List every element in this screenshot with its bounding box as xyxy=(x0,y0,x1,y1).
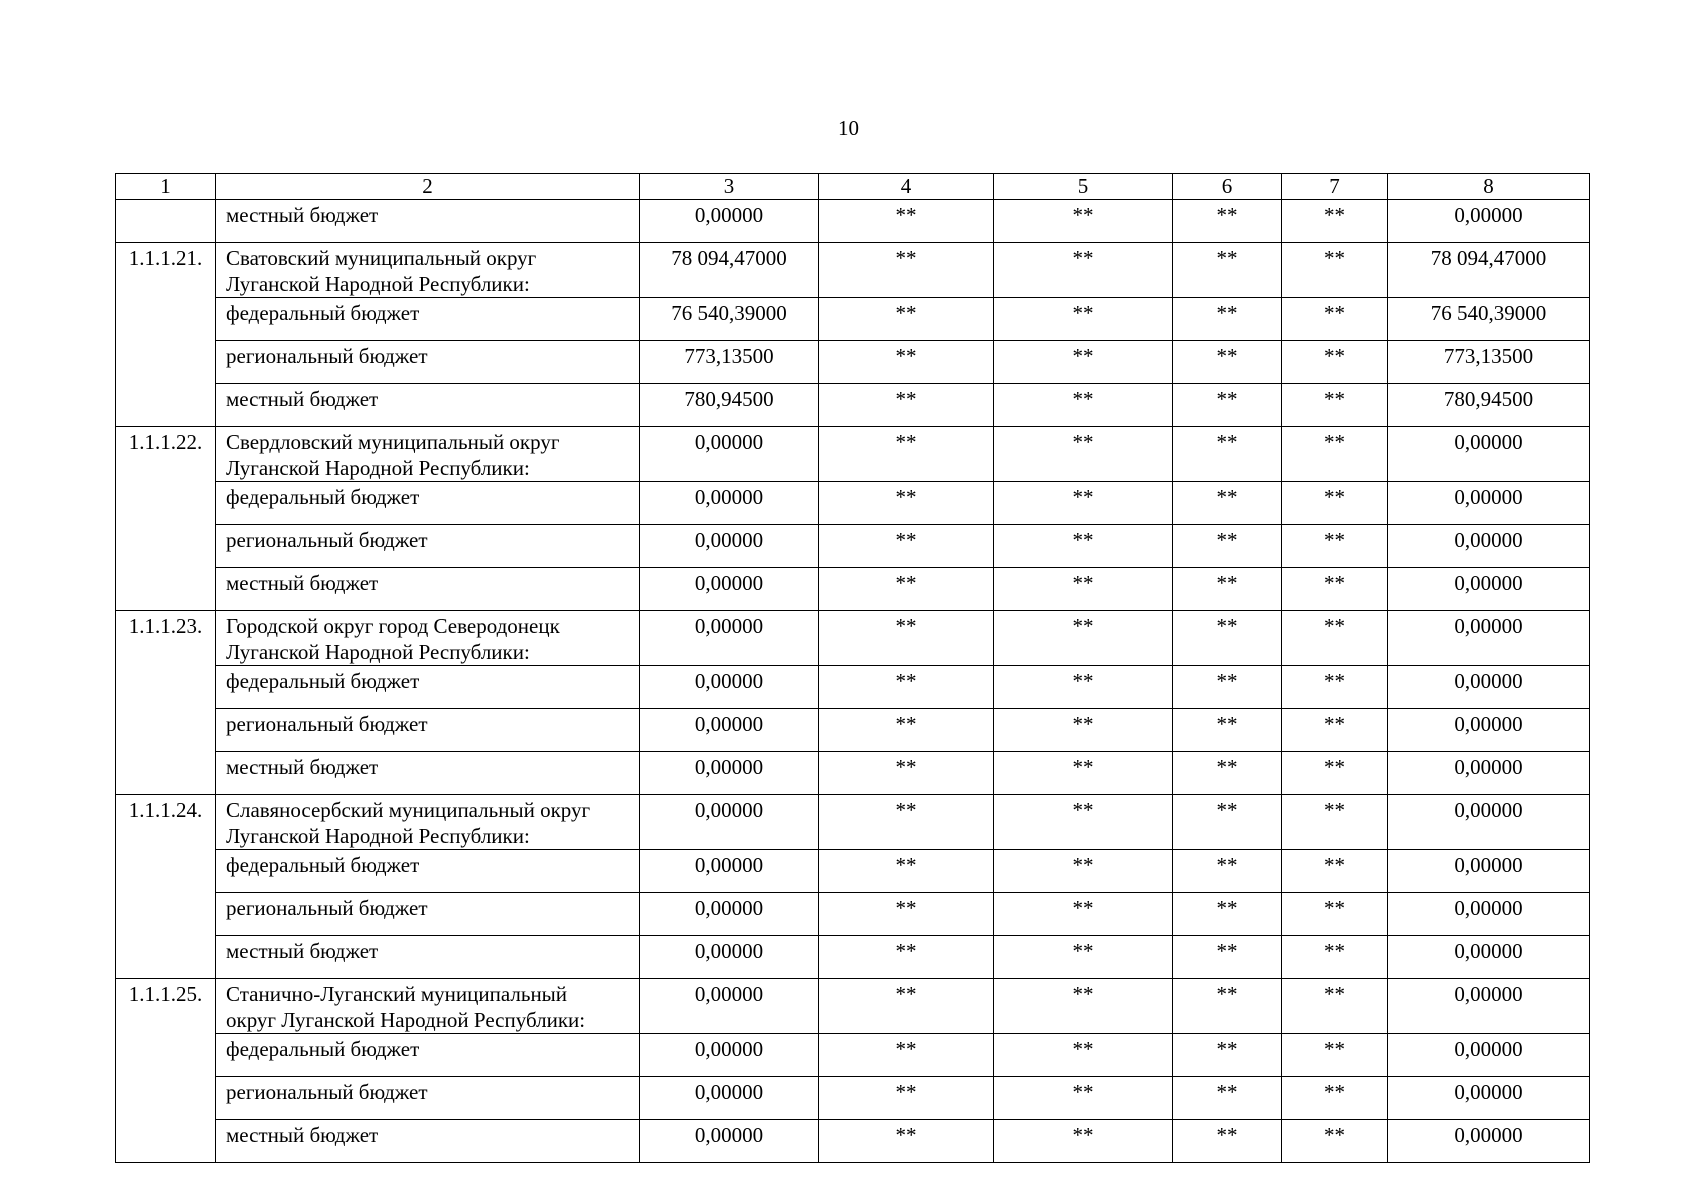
table-row xyxy=(116,666,1590,709)
year-value-cell: ** xyxy=(1282,936,1388,979)
sum-value-cell: 0,00000 xyxy=(1388,752,1590,795)
sum-value-cell: 773,13500 xyxy=(1388,341,1590,384)
total-value-cell: 0,00000 xyxy=(640,893,819,936)
year-value-cell: ** xyxy=(819,936,994,979)
total-value-cell: 0,00000 xyxy=(640,1120,819,1163)
sum-value-cell: 76 540,39000 xyxy=(1388,298,1590,341)
table-row xyxy=(116,936,1590,979)
total-value-cell: 0,00000 xyxy=(640,525,819,568)
row-name-cell: федеральный бюджет xyxy=(216,850,640,893)
group-name-cell xyxy=(216,795,640,850)
total-value-cell: 0,00000 xyxy=(640,850,819,893)
row-name-cell: местный бюджет xyxy=(216,568,640,611)
row-name-cell: региональный бюджет xyxy=(216,893,640,936)
year-value-cell: ** xyxy=(1173,1034,1282,1077)
row-name-cell: местный бюджет xyxy=(216,752,640,795)
row-name-cell: местный бюджет xyxy=(216,1120,640,1163)
year-value-cell: ** xyxy=(994,568,1173,611)
year-value-cell: ** xyxy=(1173,243,1282,298)
total-value-cell: 0,00000 xyxy=(640,936,819,979)
sum-value-cell: 0,00000 xyxy=(1388,850,1590,893)
group-header-row xyxy=(116,243,1590,298)
table-row xyxy=(116,1077,1590,1120)
total-value-cell: 0,00000 xyxy=(640,568,819,611)
table-body xyxy=(116,174,1590,1163)
year-value-cell: ** xyxy=(994,1034,1173,1077)
year-value-cell: ** xyxy=(1173,298,1282,341)
row-code-cell: 1.1.1.23. xyxy=(116,611,216,795)
group-name-cell xyxy=(216,427,640,482)
row-code-cell: 1.1.1.24. xyxy=(116,795,216,979)
row-name-cell: местный бюджет xyxy=(216,200,640,243)
group-title-line: Станично-Луганский муниципальный xyxy=(226,982,568,1006)
year-value-cell: ** xyxy=(994,666,1173,709)
year-value-cell: ** xyxy=(1282,482,1388,525)
table-row xyxy=(116,893,1590,936)
year-value-cell: ** xyxy=(819,611,994,666)
year-value-cell: ** xyxy=(1282,850,1388,893)
year-value-cell: ** xyxy=(819,427,994,482)
year-value-cell: ** xyxy=(994,298,1173,341)
year-value-cell: ** xyxy=(1173,525,1282,568)
column-number-row xyxy=(116,174,1590,200)
year-value-cell: ** xyxy=(1173,568,1282,611)
table-row xyxy=(116,384,1590,427)
year-value-cell: ** xyxy=(1282,795,1388,850)
year-value-cell: ** xyxy=(819,525,994,568)
year-value-cell: ** xyxy=(1282,709,1388,752)
sum-value-cell: 78 094,47000 xyxy=(1388,243,1590,298)
year-value-cell: ** xyxy=(994,979,1173,1034)
row-name-cell: федеральный бюджет xyxy=(216,298,640,341)
year-value-cell: ** xyxy=(819,298,994,341)
total-value-cell: 0,00000 xyxy=(640,611,819,666)
year-value-cell: ** xyxy=(994,795,1173,850)
year-value-cell: ** xyxy=(819,979,994,1034)
year-value-cell: ** xyxy=(994,893,1173,936)
year-value-cell: ** xyxy=(819,1120,994,1163)
row-name-cell: региональный бюджет xyxy=(216,341,640,384)
year-value-cell: ** xyxy=(819,850,994,893)
year-value-cell: ** xyxy=(819,709,994,752)
group-name-cell xyxy=(216,611,640,666)
row-name-cell: региональный бюджет xyxy=(216,525,640,568)
group-title-line: Славяносербский муниципальный округ xyxy=(226,798,591,822)
year-value-cell: ** xyxy=(1282,1077,1388,1120)
year-value-cell: ** xyxy=(1173,709,1282,752)
page-number: 10 xyxy=(838,116,859,140)
year-value-cell: ** xyxy=(1173,611,1282,666)
sum-value-cell: 0,00000 xyxy=(1388,666,1590,709)
year-value-cell: ** xyxy=(1282,752,1388,795)
year-value-cell: ** xyxy=(1173,936,1282,979)
table-row xyxy=(116,709,1590,752)
year-value-cell: ** xyxy=(819,752,994,795)
group-title-line: Луганской Народной Республики: xyxy=(226,824,530,848)
sum-value-cell: 0,00000 xyxy=(1388,482,1590,525)
total-value-cell: 0,00000 xyxy=(640,709,819,752)
row-name-cell: региональный бюджет xyxy=(216,709,640,752)
row-name-cell: местный бюджет xyxy=(216,936,640,979)
row-name-cell: федеральный бюджет xyxy=(216,1034,640,1077)
row-name-cell: федеральный бюджет xyxy=(216,666,640,709)
total-value-cell: 773,13500 xyxy=(640,341,819,384)
sum-value-cell: 0,00000 xyxy=(1388,525,1590,568)
sum-value-cell: 0,00000 xyxy=(1388,568,1590,611)
year-value-cell: ** xyxy=(994,482,1173,525)
total-value-cell: 0,00000 xyxy=(640,1077,819,1120)
column-header: 2 xyxy=(216,174,640,200)
year-value-cell: ** xyxy=(1282,341,1388,384)
sum-value-cell: 0,00000 xyxy=(1388,1077,1590,1120)
total-value-cell: 0,00000 xyxy=(640,482,819,525)
total-value-cell: 0,00000 xyxy=(640,979,819,1034)
year-value-cell: ** xyxy=(1282,1034,1388,1077)
total-value-cell: 0,00000 xyxy=(640,427,819,482)
year-value-cell: ** xyxy=(994,611,1173,666)
year-value-cell: ** xyxy=(819,1034,994,1077)
row-name-cell: федеральный бюджет xyxy=(216,482,640,525)
total-value-cell: 0,00000 xyxy=(640,1034,819,1077)
year-value-cell: ** xyxy=(994,427,1173,482)
year-value-cell: ** xyxy=(994,1077,1173,1120)
year-value-cell: ** xyxy=(1282,979,1388,1034)
year-value-cell: ** xyxy=(819,384,994,427)
row-name-cell: региональный бюджет xyxy=(216,1077,640,1120)
year-value-cell: ** xyxy=(1282,893,1388,936)
total-value-cell: 0,00000 xyxy=(640,666,819,709)
year-value-cell: ** xyxy=(1282,243,1388,298)
year-value-cell: ** xyxy=(1173,795,1282,850)
year-value-cell: ** xyxy=(819,666,994,709)
sum-value-cell: 0,00000 xyxy=(1388,936,1590,979)
column-header: 7 xyxy=(1282,174,1388,200)
year-value-cell: ** xyxy=(1282,427,1388,482)
year-value-cell: ** xyxy=(1173,752,1282,795)
year-value-cell: ** xyxy=(1173,1120,1282,1163)
total-value-cell: 780,94500 xyxy=(640,384,819,427)
table-row xyxy=(116,482,1590,525)
group-title-line: Луганской Народной Республики: xyxy=(226,272,530,296)
total-value-cell: 0,00000 xyxy=(640,795,819,850)
table-row xyxy=(116,298,1590,341)
year-value-cell: ** xyxy=(1282,384,1388,427)
year-value-cell: ** xyxy=(994,525,1173,568)
group-title-line: Городской округ город Северодонецк xyxy=(226,614,560,638)
year-value-cell: ** xyxy=(819,568,994,611)
year-value-cell: ** xyxy=(819,341,994,384)
year-value-cell: ** xyxy=(1282,611,1388,666)
year-value-cell: ** xyxy=(994,243,1173,298)
table-row xyxy=(116,525,1590,568)
year-value-cell: ** xyxy=(819,482,994,525)
year-value-cell: ** xyxy=(819,893,994,936)
year-value-cell: ** xyxy=(1282,525,1388,568)
year-value-cell: ** xyxy=(1173,666,1282,709)
year-value-cell: ** xyxy=(1282,666,1388,709)
row-name-cell: местный бюджет xyxy=(216,384,640,427)
sum-value-cell: 0,00000 xyxy=(1388,611,1590,666)
year-value-cell: ** xyxy=(819,200,994,243)
group-title-line: Луганской Народной Республики: xyxy=(226,640,530,664)
group-name-cell xyxy=(216,243,640,298)
column-header: 3 xyxy=(640,174,819,200)
group-header-row xyxy=(116,795,1590,850)
total-value-cell: 0,00000 xyxy=(640,200,819,243)
sum-value-cell: 0,00000 xyxy=(1388,200,1590,243)
year-value-cell: ** xyxy=(994,1120,1173,1163)
year-value-cell: ** xyxy=(994,850,1173,893)
group-header-row xyxy=(116,979,1590,1034)
year-value-cell: ** xyxy=(1173,200,1282,243)
year-value-cell: ** xyxy=(1173,341,1282,384)
year-value-cell: ** xyxy=(1282,298,1388,341)
year-value-cell: ** xyxy=(994,936,1173,979)
year-value-cell: ** xyxy=(1282,200,1388,243)
sum-value-cell: 0,00000 xyxy=(1388,709,1590,752)
year-value-cell: ** xyxy=(1173,979,1282,1034)
table-row xyxy=(116,200,1590,243)
year-value-cell: ** xyxy=(994,200,1173,243)
table-row xyxy=(116,850,1590,893)
sum-value-cell: 0,00000 xyxy=(1388,795,1590,850)
column-header: 4 xyxy=(819,174,994,200)
group-title-line: Сватовский муниципальный округ xyxy=(226,246,537,270)
row-code-cell: 1.1.1.22. xyxy=(116,427,216,611)
group-header-row xyxy=(116,611,1590,666)
total-value-cell: 76 540,39000 xyxy=(640,298,819,341)
year-value-cell: ** xyxy=(1282,1120,1388,1163)
year-value-cell: ** xyxy=(994,752,1173,795)
year-value-cell: ** xyxy=(1173,893,1282,936)
column-header: 8 xyxy=(1388,174,1590,200)
total-value-cell: 78 094,47000 xyxy=(640,243,819,298)
year-value-cell: ** xyxy=(1282,568,1388,611)
row-code-cell xyxy=(116,200,216,243)
year-value-cell: ** xyxy=(819,795,994,850)
group-title-line: Свердловский муниципальный округ xyxy=(226,430,560,454)
total-value-cell: 0,00000 xyxy=(640,752,819,795)
table-row xyxy=(116,1120,1590,1163)
year-value-cell: ** xyxy=(819,1077,994,1120)
year-value-cell: ** xyxy=(1173,427,1282,482)
year-value-cell: ** xyxy=(1173,850,1282,893)
year-value-cell: ** xyxy=(819,243,994,298)
year-value-cell: ** xyxy=(994,341,1173,384)
sum-value-cell: 0,00000 xyxy=(1388,979,1590,1034)
budget-table xyxy=(115,173,1590,1163)
group-name-cell xyxy=(216,979,640,1034)
year-value-cell: ** xyxy=(1173,1077,1282,1120)
sum-value-cell: 780,94500 xyxy=(1388,384,1590,427)
group-title-line: округ Луганской Народной Республики: xyxy=(226,1008,586,1032)
column-header: 5 xyxy=(994,174,1173,200)
year-value-cell: ** xyxy=(994,709,1173,752)
group-header-row xyxy=(116,427,1590,482)
column-header: 6 xyxy=(1173,174,1282,200)
group-title-line: Луганской Народной Республики: xyxy=(226,456,530,480)
year-value-cell: ** xyxy=(1173,482,1282,525)
sum-value-cell: 0,00000 xyxy=(1388,893,1590,936)
column-header: 1 xyxy=(116,174,216,200)
table-row xyxy=(116,568,1590,611)
sum-value-cell: 0,00000 xyxy=(1388,1120,1590,1163)
year-value-cell: ** xyxy=(994,384,1173,427)
table-row xyxy=(116,341,1590,384)
sum-value-cell: 0,00000 xyxy=(1388,1034,1590,1077)
year-value-cell: ** xyxy=(1173,384,1282,427)
row-code-cell: 1.1.1.21. xyxy=(116,243,216,427)
row-code-cell: 1.1.1.25. xyxy=(116,979,216,1163)
sum-value-cell: 0,00000 xyxy=(1388,427,1590,482)
table-row xyxy=(116,1034,1590,1077)
table-row xyxy=(116,752,1590,795)
